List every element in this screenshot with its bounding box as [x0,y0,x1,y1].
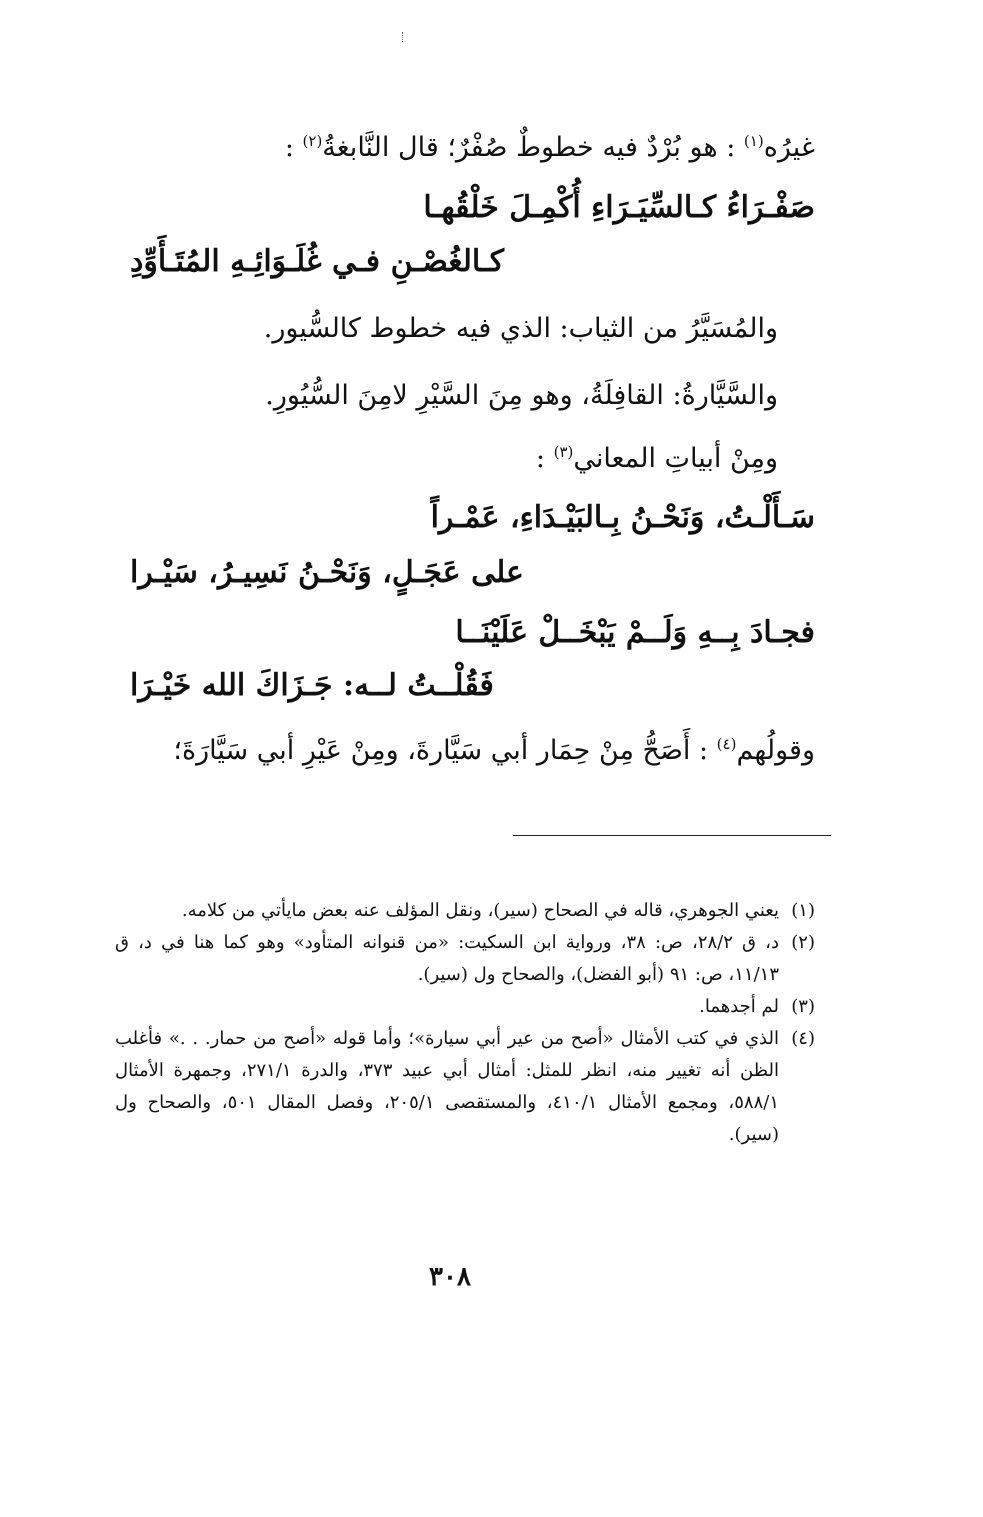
text-line-2: والمُسَيَّرُ من الثياب: الذي فيه خطوط كالسُّيور. [263,313,778,344]
footnote-separator [513,835,831,836]
footnote-number: (٢) [791,932,815,953]
text-segment: وقولُهم [736,735,815,766]
text-line-3: والسَّيَّارةُ: القافِلَةُ، وهو مِنَ السَّيْرِ لامِنَ السُّيُورِ. [265,380,778,411]
text-segment: : [284,132,303,163]
text-segment: : هو بُرْدٌ فيه خطوطٌ صُفْرٌ؛ قال النَّابغةُ [322,132,744,163]
text-line-4 [536,443,778,474]
footnote-text: د، ق ٢٨/٢، ص: ٣٨، ورواية ابن السكيت: «من قنوانه المتأود» وهو كما هنا في د، ق ١١/١٣، ص: ٩١ (أبو الفضل)، والصحاح ول (سير). [115,932,779,985]
footnote-number: (١) [791,900,815,921]
footnote-ref: (١) [743,132,764,150]
text-line-1 [285,132,815,163]
verse-line-4: على عَجَـلٍ، وَنَحْـنُ نَسِيـرُ، سَيْـرا [130,555,524,590]
footnotes [115,895,815,1151]
text-line-5 [173,735,815,766]
footnote-ref: (٤) [716,735,737,753]
footnote-text: لم أجدهما. [699,996,779,1017]
page-number: ٣٠٨ [429,1262,471,1292]
verse-line-1: صَفْـرَاءُ كـالسِّيَـرَاءِ أُكْمِـلَ خَلْقُهـا [423,190,815,225]
footnote-text: الذي في كتب الأمثال «أصح من عير أبي سيارة»؛ وأما قوله «أصح من حمار. . .» فأغلب الظن أنه تغيير منه، انظر للمثل: أمثال أبي عبيد ٣٧٣، والدرة ٢٧١/١، وجمهرة الأمثال ٥٨٨/١، ومجمع الأمثال ٤١٠/١، والمستقصى ٢٠٥/١، وفصل المقال ٥٠١، والصحاح ول (سير). [115,1028,779,1145]
verse-line-5: فجـادَ بِــهِ وَلَــمْ يَبْخَــلْ عَلَيْنَــا [455,615,815,650]
footnote-number: (٤) [791,1028,815,1049]
footnote-item [115,991,815,1023]
footnote-item [115,927,815,991]
verse-line-6: فَقُلْــتُ لــه: جَـزَاكَ الله خَيْـرَا [130,668,494,703]
footnote-ref: (٢) [302,132,323,150]
scan-mark [402,32,406,42]
verse-line-2: كـالغُصْـنِ فـي غُلَـوَائِـهِ المُتَـأَوِّدِ [130,244,505,279]
footnote-item [115,895,815,927]
footnote-item [115,1023,815,1151]
text-segment: ومِنْ أبياتِ المعاني [573,443,778,474]
verse-line-3: سَـأَلْـتُ، وَنَحْـنُ بِـالبَيْـدَاءِ، عَمْـراً [430,500,815,535]
text-segment: : [535,443,554,474]
text-segment: : أَصَحُّ مِنْ حِمَار أبي سَيَّارةَ، ومِنْ عَيْرِ أبي سَيَّارَةَ؛ [173,735,717,766]
footnote-text: يعني الجوهري، قاله في الصحاح (سير)، ونقل المؤلف عنه بعض مايأتي من كلامه. [181,900,779,921]
footnote-ref: (٣) [553,443,574,461]
text-segment: غيرُه [763,132,815,163]
footnote-number: (٣) [791,996,815,1017]
